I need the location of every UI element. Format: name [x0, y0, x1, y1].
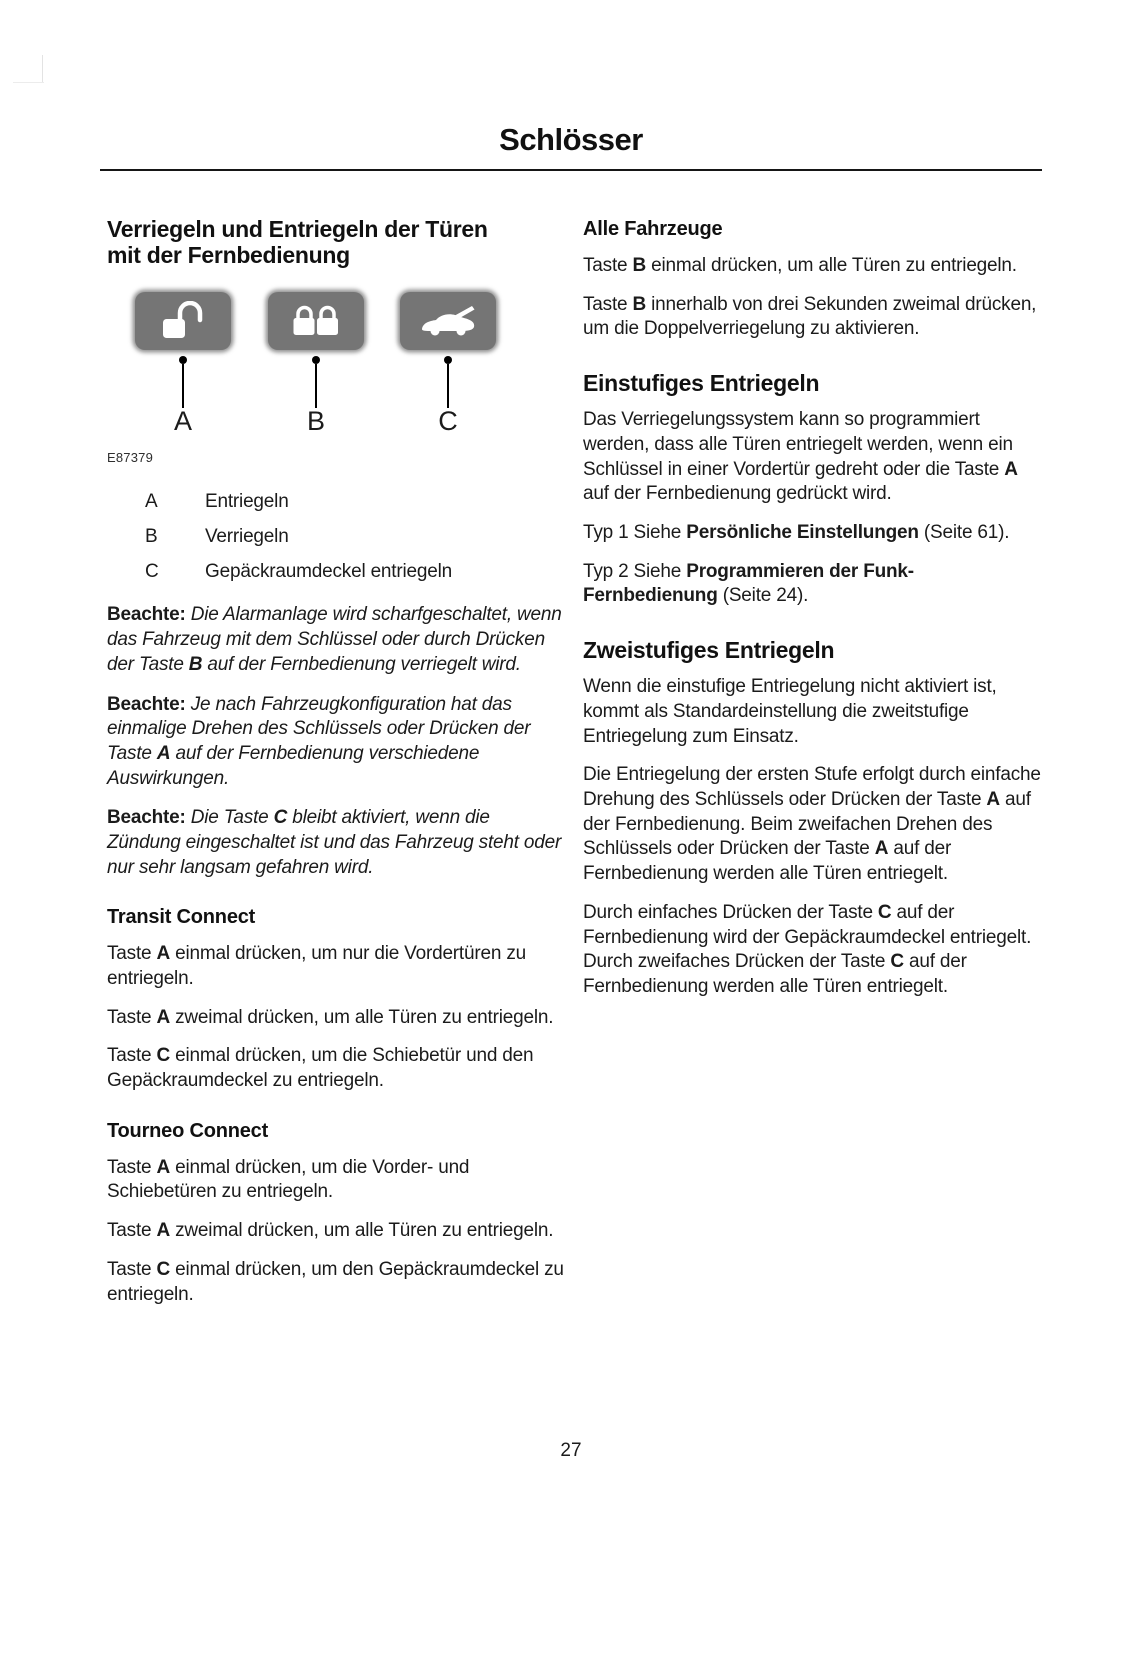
callout-dot-a	[179, 356, 187, 364]
note-config: Beachte: Je nach Fahrzeugkonfiguration hat das einmalige Drehen des Schlüssels oder Drücken der Taste A auf der Fernbedienung verschiedene Auswirkungen.	[107, 693, 531, 789]
all-vehicles-para: Taste B innerhalb von drei Sekunden zweimal drücken, um die Doppelverriegelung zu aktivieren.	[583, 293, 1037, 340]
corner-crop-mark	[42, 55, 43, 83]
car-tailgate-open-icon	[416, 301, 480, 341]
tourneo-para: Taste A zweimal drücken, um alle Türen zu entriegeln.	[107, 1220, 554, 1242]
transit-para: Taste A einmal drücken, um nur die Vordertüren zu entriegeln.	[107, 943, 526, 989]
subheading-tourneo-connect: Tourneo Connect	[107, 1119, 269, 1142]
figure-id: E87379	[107, 450, 154, 466]
corner-crop-mark	[13, 82, 44, 83]
legend-key: B	[145, 526, 158, 548]
all-vehicles-para: Taste B einmal drücken, um alle Türen zu entriegeln.	[583, 255, 1017, 276]
tourneo-para: Taste A einmal drücken, um die Vorder- und Schiebetüren zu entriegeln.	[107, 1156, 470, 1203]
transit-para: Taste A zweimal drücken, um alle Türen zu entriegeln.	[107, 1006, 554, 1028]
remote-button-a	[135, 292, 231, 350]
title-divider	[100, 169, 1042, 171]
double-lock-icon	[290, 303, 342, 339]
callout-label-a: A	[173, 406, 192, 437]
legend-key: A	[145, 491, 158, 513]
legend-text: Entriegeln	[205, 491, 289, 513]
legend-key: C	[145, 561, 159, 583]
subheading-transit-connect: Transit Connect	[107, 906, 256, 929]
two-stage-para: Durch einfaches Drücken der Taste C auf der Fernbedienung wird der Gepäckraumdeckel entriegelt. Durch zweifaches Drücken der Taste C auf der Fernbedienung werden alle Türen entriegelt.	[583, 901, 1032, 997]
section-heading-single-stage: Einstufiges Entriegeln	[583, 370, 820, 397]
remote-buttons-figure	[107, 292, 565, 442]
page-title: Schlösser	[499, 122, 643, 157]
legend-text: Gepäckraumdeckel entriegeln	[205, 561, 453, 583]
note-ignition: Beachte: Die Taste C bleibt aktiviert, wenn die Zündung eingeschaltet ist und das Fahrzeug steht oder nur sehr langsam gefahren wird.	[107, 807, 562, 878]
callout-label-b: B	[306, 406, 325, 437]
subheading-all-vehicles: Alle Fahrzeuge	[583, 218, 723, 240]
single-stage-para: Typ 1 Siehe Persönliche Einstellungen (Seite 61).	[583, 522, 1010, 544]
left-column	[107, 216, 565, 1321]
note-alarm: Beachte: Die Alarmanlage wird scharfgeschaltet, wenn das Fahrzeug mit dem Schlüssel oder durch Drücken der Taste B auf der Fernbedienung verriegelt wird.	[107, 604, 562, 675]
legend-text: Verriegeln	[205, 526, 289, 548]
tourneo-para: Taste C einmal drücken, um den Gepäckraumdeckel zu entriegeln.	[107, 1258, 564, 1305]
callout-line-b	[315, 364, 317, 408]
callout-line-c	[447, 364, 449, 408]
callout-dot-c	[444, 356, 452, 364]
single-stage-para: Typ 2 Siehe Programmieren der Funk-Fernbedienung (Seite 24).	[583, 560, 914, 607]
callout-dot-b	[312, 356, 320, 364]
callout-label-c: C	[438, 406, 458, 437]
single-stage-para: Das Verriegelungssystem kann so programmiert werden, dass alle Türen entriegelt werden, wenn ein Schlüssel in einer Vordertür gedreht oder die Taste A auf der Fernbedienung gedrückt wird.	[583, 409, 1018, 505]
button-legend	[107, 491, 565, 583]
lock-open-icon	[157, 301, 209, 341]
right-column	[583, 216, 1047, 1321]
callout-line-a	[182, 364, 184, 408]
two-stage-para: Wenn die einstufige Entriegelung nicht aktiviert ist, kommt als Standardeinstellung die zweitstufige Entriegelung zum Einsatz.	[583, 676, 997, 747]
section-heading-two-stage: Zweistufiges Entriegeln	[583, 637, 835, 664]
remote-button-c	[400, 292, 496, 350]
two-column-layout	[107, 216, 1047, 1321]
page-number: 27	[560, 1440, 582, 1461]
two-stage-para: Die Entriegelung der ersten Stufe erfolgt durch einfache Drehung des Schlüssels oder Drücken der Taste A auf der Fernbedienung. Beim zweifachen Drehen des Schlüssels oder Drücken der Taste A auf der Fernbedienung werden alle Türen entriegelt.	[583, 764, 1041, 885]
transit-para: Taste C einmal drücken, um die Schiebetür und den Gepäckraumdeckel zu entriegeln.	[107, 1045, 534, 1092]
remote-button-b	[268, 292, 364, 350]
section-heading-remote-locking: Verriegeln und Entriegeln der Türen mit der Fernbedienung	[107, 216, 488, 269]
